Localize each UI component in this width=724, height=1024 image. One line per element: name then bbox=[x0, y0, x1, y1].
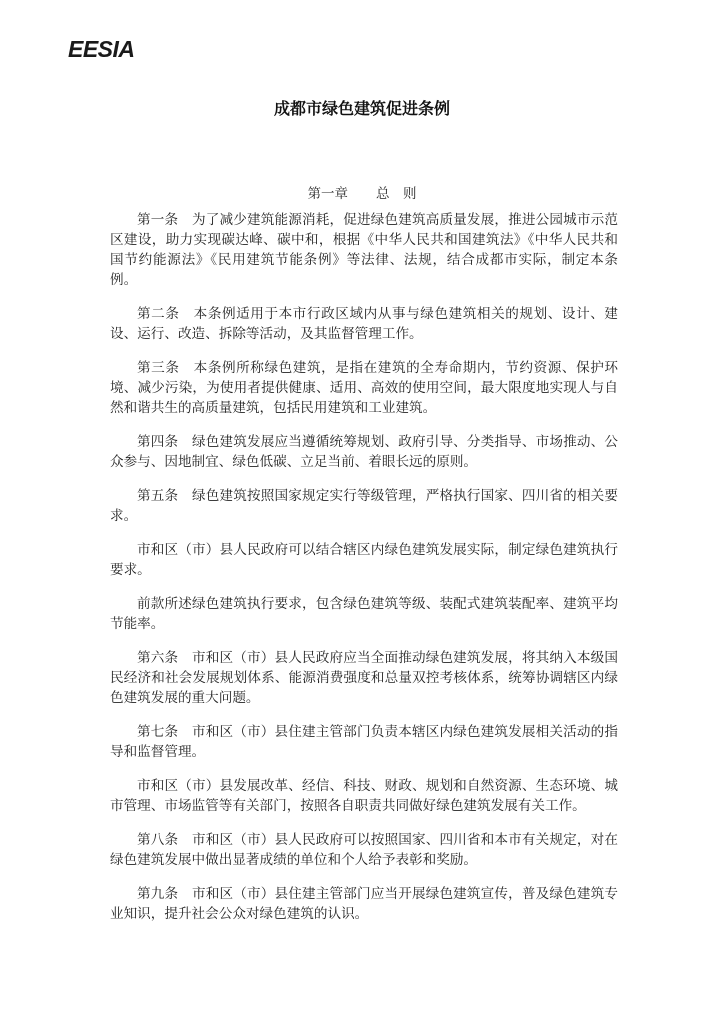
chapter-heading bbox=[0, 182, 724, 202]
article-8: 第八条 市和区（市）县人民政府可以按照国家、四川省和本市有关规定，对在绿色建筑发展中做出显著成绩的单位和个人给予表彰和奖励。 bbox=[110, 832, 618, 868]
article-5-paragraph-3: 前款所述绿色建筑执行要求，包含绿色建筑等级、装配式建筑装配率、建筑平均节能率。 bbox=[110, 596, 618, 632]
article-5-paragraph-2: 市和区（市）县人民政府可以结合辖区内绿色建筑发展实际，制定绿色建筑执行要求。 bbox=[110, 542, 618, 578]
article-4: 第四条 绿色建筑发展应当遵循统筹规划、政府引导、分类指导、市场推动、公众参与、因地制宜、绿色低碳、立足当前、着眼长远的原则。 bbox=[110, 434, 618, 470]
article-9: 第九条 市和区（市）县住建主管部门应当开展绿色建筑宣传，普及绿色建筑专业知识，提升社会公众对绿色建筑的认识。 bbox=[110, 886, 618, 922]
eesia-logo: EESIA bbox=[68, 36, 135, 62]
article-6: 第六条 市和区（市）县人民政府应当全面推动绿色建筑发展，将其纳入本级国民经济和社会发展规划体系、能源消费强度和总量双控考核体系，统筹协调辖区内绿色建筑发展的重大问题。 bbox=[110, 650, 618, 706]
article-1: 第一条 为了减少建筑能源消耗，促进绿色建筑高质量发展，推进公园城市示范区建设，助力实现碳达峰、碳中和，根据《中华人民共和国建筑法》《中华人民共和国节约能源法》《民用建筑节能条例》等法律、法规，结合成都市实际，制定本条例。 bbox=[110, 212, 618, 288]
chapter-label: 第一章 bbox=[307, 186, 348, 202]
article-7-paragraph-2: 市和区（市）县发展改革、经信、科技、财政、规划和自然资源、生态环境、城市管理、市场监管等有关部门，按照各自职责共同做好绿色建筑发展有关工作。 bbox=[110, 778, 618, 814]
article-7: 第七条 市和区（市）县住建主管部门负责本辖区内绿色建筑发展相关活动的指导和监督管理。 bbox=[110, 724, 618, 760]
chapter-name: 总 则 bbox=[376, 186, 417, 202]
article-5: 第五条 绿色建筑按照国家规定实行等级管理，严格执行国家、四川省的相关要求。 bbox=[110, 488, 618, 524]
article-3: 第三条 本条例所称绿色建筑，是指在建筑的全寿命期内，节约资源、保护环境、减少污染，为使用者提供健康、适用、高效的使用空间，最大限度地实现人与自然和谐共生的高质量建筑，包括民用建筑和工业建筑。 bbox=[110, 360, 618, 416]
page-title: 成都市绿色建筑促进条例 bbox=[273, 99, 450, 118]
document-body bbox=[110, 210, 618, 938]
article-2: 第二条 本条例适用于本市行政区域内从事与绿色建筑相关的规划、设计、建设、运行、改造、拆除等活动，及其监督管理工作。 bbox=[110, 306, 618, 342]
